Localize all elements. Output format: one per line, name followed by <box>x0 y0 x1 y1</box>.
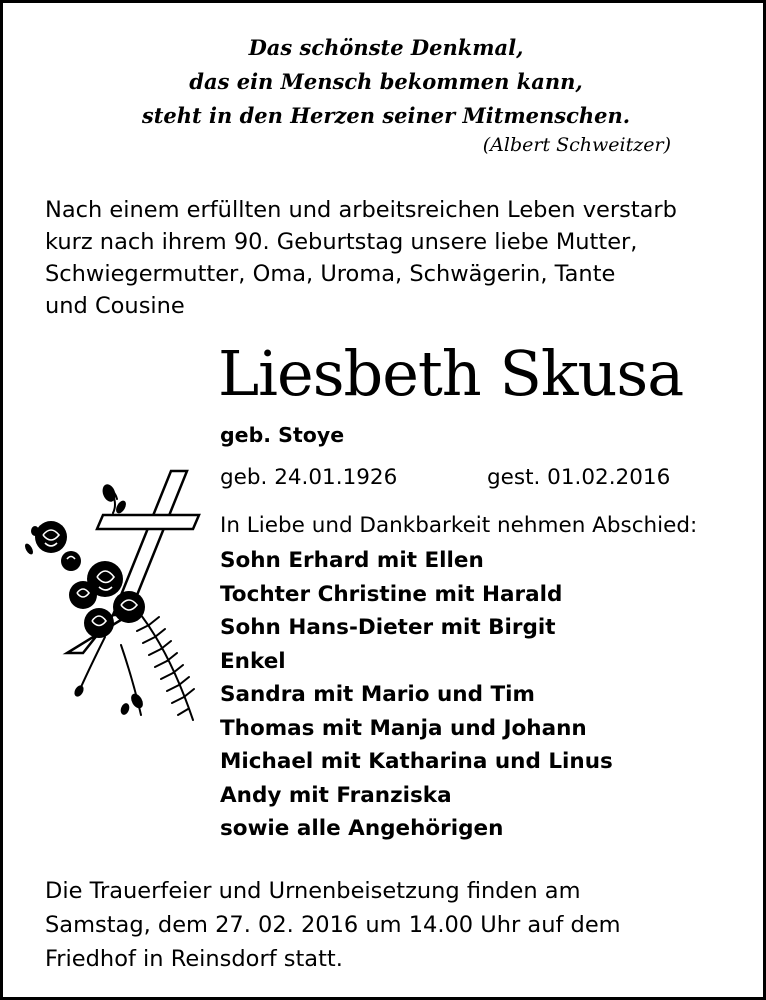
mourner-entry: sowie alle Angehörigen <box>220 816 504 841</box>
funeral-line: Die Trauerfeier und Urnenbeisetzung finden am <box>45 878 581 904</box>
funeral-info <box>45 874 745 976</box>
mourner-entry: Andy mit Franziska <box>220 782 452 808</box>
intro-line: Nach einem erfüllten und arbeitsreichen Leben verstarb <box>45 197 677 223</box>
quote-line: steht in den Herzen seiner Mitmenschen. <box>141 103 631 128</box>
mourner-entry: Sohn Erhard mit Ellen <box>220 548 484 573</box>
mourners-list <box>220 544 613 846</box>
mourner-entry: Sandra mit Mario und Tim <box>220 682 535 707</box>
deceased-name: Liesbeth Skusa <box>218 337 684 410</box>
intro-line: und Cousine <box>45 293 185 319</box>
death-date: gest. 01.02.2016 <box>487 465 671 490</box>
quote-block <box>3 31 766 133</box>
mourner-entry: Thomas mit Manja und Johann <box>220 715 587 741</box>
birth-name: geb. Stoye <box>220 423 345 447</box>
quote-author: (Albert Schweitzer) <box>482 134 671 156</box>
intro-line: Schwiegermutter, Oma, Uroma, Schwägerin, Tante <box>45 261 616 287</box>
quote-line: Das schönste Denkmal, <box>248 35 524 60</box>
mourner-entry: Tochter Christine mit Harald <box>220 581 563 607</box>
cross-with-roses-icon <box>21 465 211 733</box>
farewell-text: In Liebe und Dankbarkeit nehmen Abschied: <box>220 513 698 538</box>
funeral-line: Samstag, dem 27. 02. 2016 um 14.00 Uhr auf dem <box>45 912 621 938</box>
quote-line: das ein Mensch bekommen kann, <box>189 69 583 94</box>
mourner-entry: Michael mit Katharina und Linus <box>220 749 613 774</box>
intro-text <box>45 194 745 322</box>
mourner-entry: Sohn Hans-Dieter mit Birgit <box>220 615 556 640</box>
funeral-line: Friedhof in Reinsdorf statt. <box>45 946 343 972</box>
mourner-entry: Enkel <box>220 648 286 674</box>
birth-date: geb. 24.01.1926 <box>220 465 398 490</box>
intro-line: kurz nach ihrem 90. Geburtstag unsere liebe Mutter, <box>45 229 638 255</box>
